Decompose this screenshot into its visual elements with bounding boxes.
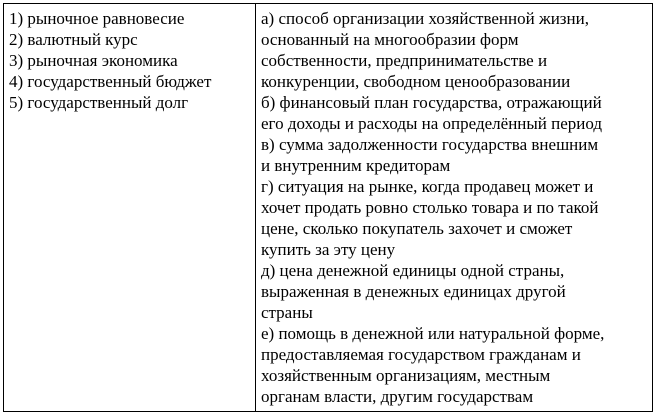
definition-v-line-1: в) сумма задолженности государства внешним	[261, 135, 599, 154]
definition-g-line-3: цене, сколько покупатель захочет и сможет	[261, 219, 573, 238]
definition-e	[261, 323, 649, 407]
definition-e-line-4: органам власти, другим государствам	[261, 387, 534, 406]
definition-b-line-1: б) финансовый план государства, отражающий	[261, 93, 602, 112]
terms-column	[9, 8, 249, 113]
column-divider	[255, 4, 256, 411]
definition-e-line-1: е) помощь в денежной или натуральной форме,	[261, 324, 605, 343]
definition-e-line-3: хозяйственным организациям, местным	[261, 366, 551, 385]
term-5: 5) государственный долг	[9, 93, 189, 112]
term-4: 4) государственный бюджет	[9, 72, 212, 91]
definition-e-line-2: предоставляемая государством гражданам и	[261, 345, 581, 364]
definition-b	[261, 92, 649, 134]
definition-a	[261, 8, 649, 92]
definition-d	[261, 260, 649, 323]
definition-b-line-2: его доходы и расходы на определённый период	[261, 114, 603, 133]
definition-g-line-2: хочет продать ровно столько товара и по такой	[261, 198, 599, 217]
definition-v	[261, 134, 649, 176]
definition-g-line-4: купить за эту цену	[261, 240, 396, 259]
matching-table	[3, 3, 653, 412]
term-2: 2) валютный курс	[9, 30, 138, 49]
definition-d-line-1: д) цена денежной единицы одной страны,	[261, 261, 565, 280]
definition-a-line-2: основанный на многообразии форм	[261, 30, 519, 49]
term-3: 3) рыночная экономика	[9, 51, 178, 70]
definition-a-line-3: собственности, предпринимательстве и	[261, 51, 548, 70]
definition-v-line-2: и внутренним кредиторам	[261, 156, 451, 175]
definition-d-line-3: страны	[261, 303, 313, 322]
definition-g	[261, 176, 649, 260]
term-1: 1) рыночное равновесие	[9, 9, 185, 28]
definition-a-line-4: конкуренции, свободном ценообразовании	[261, 72, 571, 91]
definition-g-line-1: г) ситуация на рынке, когда продавец может и	[261, 177, 594, 196]
definition-a-line-1: а) способ организации хозяйственной жизни,	[261, 9, 589, 28]
definition-d-line-2: выраженная в денежных единицах другой	[261, 282, 566, 301]
definitions-column	[261, 8, 649, 407]
